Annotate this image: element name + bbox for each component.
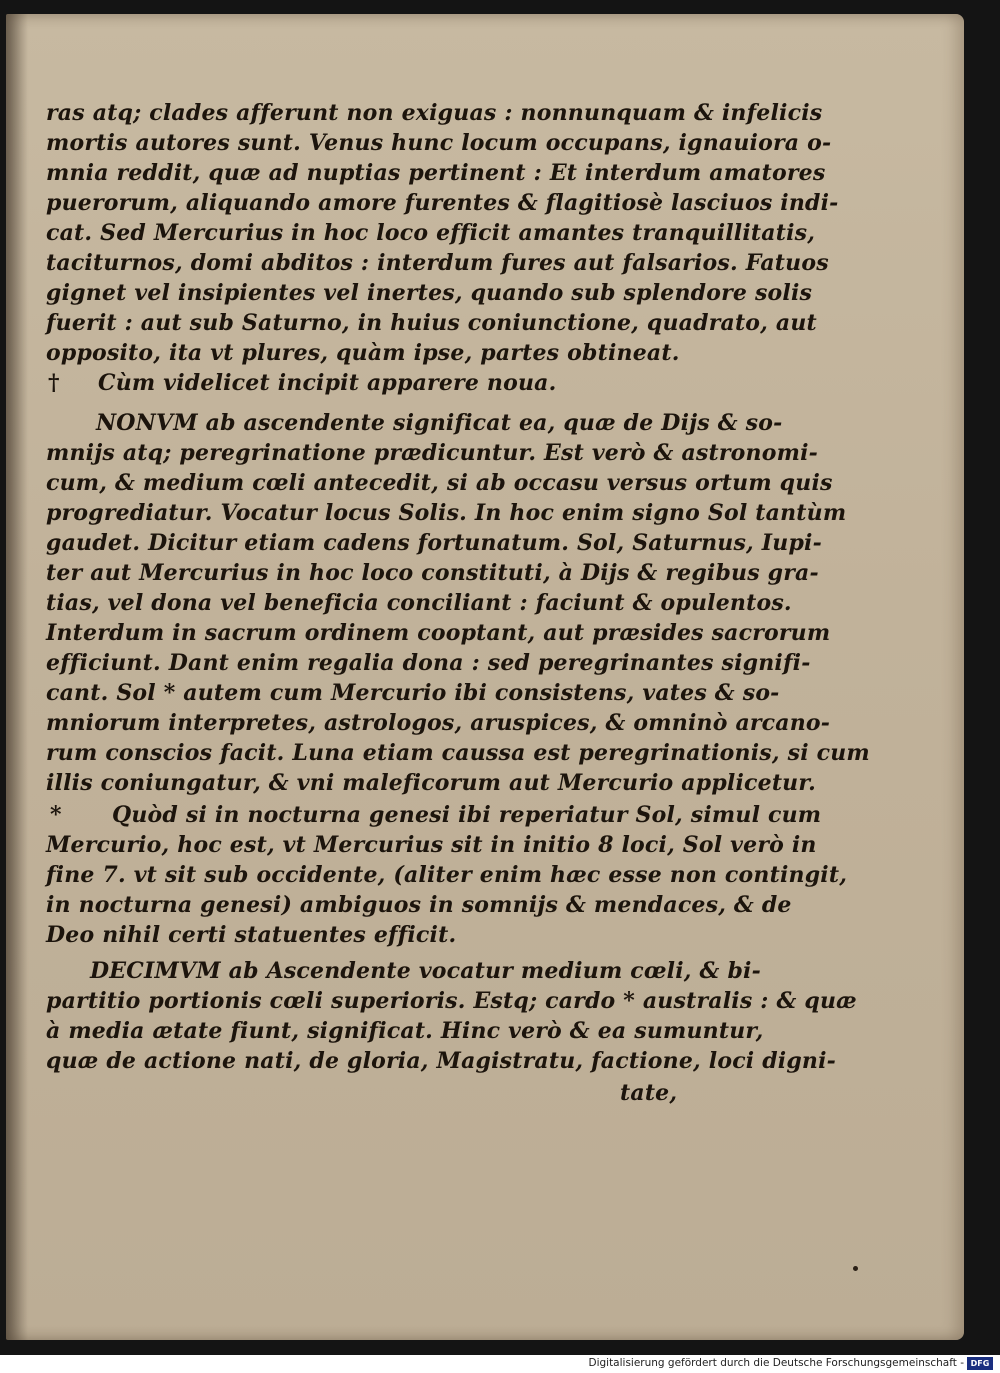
text-line: opposito, ita vt plures, quàm ipse, partes obtineat. xyxy=(46,340,680,366)
text-line: rum conscios facit. Luna etiam caussa est peregrinationis, si cum xyxy=(46,740,870,766)
asterisk-marginal-mark: * xyxy=(50,802,62,828)
text-line: efficiunt. Dant enim regalia dona : sed peregrinantes signifi- xyxy=(46,650,811,676)
page-gutter-shadow xyxy=(6,14,28,1340)
text-line: NONVM ab ascendente significat ea, quæ de Dijs & so- xyxy=(96,410,783,436)
footer-credit: Digitalisierung gefördert durch die Deutsche Forschungsgemeinschaft - xyxy=(588,1357,964,1369)
text-line: taciturnos, domi abditos : interdum fures aut falsarios. Fatuos xyxy=(46,250,829,276)
footnote-line: Quòd si in nocturna genesi ibi reperiatur Sol, simul cum xyxy=(112,802,822,828)
text-line: fuerit : aut sub Saturno, in huius coniunctione, quadrato, aut xyxy=(46,310,817,336)
footnote-line: Mercurio, hoc est, vt Mercurius sit in initio 8 loci, Sol verò in xyxy=(46,832,817,858)
footnote-line: in nocturna genesi) ambiguos in somnijs & mendaces, & de xyxy=(46,892,792,918)
footnote-line: fine 7. vt sit sub occidente, (aliter enim hæc esse non contingit, xyxy=(46,862,848,888)
text-line: mnia reddit, quæ ad nuptias pertinent : Et interdum amatores xyxy=(46,160,826,186)
text-line: gignet vel insipientes vel inertes, quando sub splendore solis xyxy=(46,280,813,306)
text-line: mnijs atq; peregrinatione prædicuntur. Est verò & astronomi- xyxy=(46,440,818,466)
text-line: cum, & medium cœli antecedit, si ab occasu versus ortum quis xyxy=(46,470,833,496)
catchword: tate, xyxy=(620,1080,678,1106)
text-line: DECIMVM ab Ascendente vocatur medium cœli, & bi- xyxy=(90,958,761,984)
footnote-line: Deo nihil certi statuentes efficit. xyxy=(46,922,457,948)
text-line: ras atq; clades afferunt non exiguas : nonnunquam & infelicis xyxy=(46,100,823,126)
text-line: tias, vel dona vel beneficia conciliant : faciunt & opulentos. xyxy=(46,590,792,616)
text-line: illis coniungatur, & vni maleficorum aut Mercurio applicetur. xyxy=(46,770,817,796)
ink-speck xyxy=(853,1266,858,1271)
text-line: partitio portionis cœli superioris. Estq; cardo * australis : & quæ xyxy=(46,988,857,1014)
text-line: puerorum, aliquando amore furentes & flagitiosè lasciuos indi- xyxy=(46,190,839,216)
dfg-logo: DFG xyxy=(967,1357,993,1370)
text-line: mortis autores sunt. Venus hunc locum occupans, ignauiora o- xyxy=(46,130,832,156)
text-line: progrediatur. Vocatur locus Solis. In hoc enim signo Sol tantùm xyxy=(46,500,847,526)
text-line: mniorum interpretes, astrologos, aruspices, & omninò arcano- xyxy=(46,710,831,736)
text-line: Interdum in sacrum ordinem cooptant, aut præsides sacrorum xyxy=(46,620,831,646)
text-line: quæ de actione nati, de gloria, Magistratu, factione, loci digni- xyxy=(46,1048,837,1074)
text-line: cat. Sed Mercurius in hoc loco efficit amantes tranquillitatis, xyxy=(46,220,816,246)
dagger-marginal-mark: † xyxy=(48,370,60,396)
text-line: cant. Sol * autem cum Mercurio ibi consistens, vates & so- xyxy=(46,680,780,706)
text-line: ter aut Mercurius in hoc loco constituti, à Dijs & regibus gra- xyxy=(46,560,819,586)
text-line: à media ætate fiunt, significat. Hinc verò & ea sumuntur, xyxy=(46,1018,764,1044)
footnote-line: Cùm videlicet incipit apparere noua. xyxy=(98,370,557,396)
text-line: gaudet. Dicitur etiam cadens fortunatum. Sol, Saturnus, Iupi- xyxy=(46,530,822,556)
